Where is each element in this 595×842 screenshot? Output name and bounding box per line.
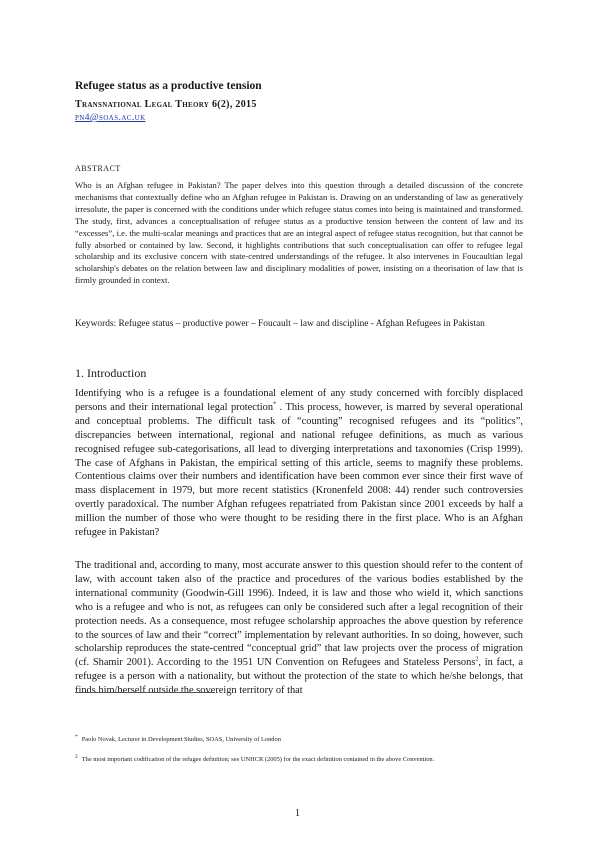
keywords bbox=[75, 318, 523, 330]
abstract-heading: ABSTRACT bbox=[75, 164, 121, 173]
footnote-2 bbox=[75, 753, 523, 764]
footnote-2-text: The most important codification of the refugee definition; see UNHCR (2005) for the exact definition contained in the above Convention. bbox=[81, 756, 435, 764]
author-email-link[interactable]: pn4@soas.ac.uk bbox=[75, 113, 146, 123]
paragraph-2-text-a: The traditional and, according to many, most accurate answer to this question should refer to the content of law, with account taken also of the practice and procedures of the various bodies established by the international community (Goodwin-Gill 1996). Indeed, it is law and those who wield it, which sanctions who is a refugee and who is not, as refugees can only be considered such after a legal recognition of their protection needs. As a consequence, most refugee scholarship approaches the above question by reference to the sources of law and their “correct” implementation by relevant authorities. In so doing, however, such scholarship reproduces the state-centred “conceptual grid” that law projects over the process of migration (cf. Shamir 2001). According to the 1951 UN Convention on Refugees and Stateless Persons bbox=[75, 560, 523, 669]
introduction-paragraph-1 bbox=[75, 387, 523, 540]
journal-citation: Transnational Legal Theory 6(2), 2015 bbox=[75, 99, 257, 110]
paragraph-1-text-a: Identifying who is a refugee is a foundational element of any study concerned with forcibly displaced persons and their international legal protection bbox=[75, 388, 523, 413]
footnote-1 bbox=[75, 733, 523, 744]
footnote-ref-2[interactable]: 2 bbox=[475, 656, 479, 663]
introduction-heading: 1. Introduction bbox=[75, 366, 147, 380]
keywords-label: Keywords bbox=[75, 319, 114, 329]
page-number: 1 bbox=[295, 808, 300, 819]
introduction-paragraph-2 bbox=[75, 559, 523, 698]
footnote-2-mark: 2 bbox=[75, 754, 78, 760]
footnote-1-mark: * bbox=[75, 734, 78, 740]
footnote-divider bbox=[75, 692, 215, 693]
paper-title: Refugee status as a productive tension bbox=[75, 80, 262, 92]
footnote-1-text: Paolo Novak, Lecturer in Development Studies, SOAS, University of London bbox=[81, 736, 281, 744]
footnote-ref-1[interactable]: * bbox=[273, 401, 277, 408]
paragraph-1-text-b: . This process, however, is marred by several operational and conceptual problems. The difficult task of “counting” recognised refugees and its “politics”, discrepancies between international, regional and national refugee definitions, as much as various recognised refugee sub-categorisations, all lead to diverging interpretations and taxonomies (Crisp 1999). The case of Afghans in Pakistan, the empirical setting of this article, seems to magnify these problems. Contentious claims over their numbers and identification have been common ever since their first wave of mass displacement in 1979, but more recent statistics (Kronenfeld 2008: 44) render such controversies overtly paradoxical. The number Afghan refugees repatriated from Pakistan since 2001 exceeds by half a million the number of those who were thought to be residing there in the first place. Who is an Afghan refugee in Pakistan? bbox=[75, 401, 523, 539]
paragraph-2-text-b: , in fact, a refugee is a person with a nationality, but without the protection of the state to which he/she belongs, that finds him/herself outside the sovereign territory of that bbox=[75, 657, 523, 697]
abstract-text: Who is an Afghan refugee in Pakistan? The paper delves into this question through a detailed discussion of the concrete mechanisms that contextually define who an Afghan refugee in Pakistan is. Drawing on an understanding of law as generatively irresolute, the paper is concerned with the conditions under which refugee status comes into being is maintained and transformed. The study, first, advances a conceptualisation of refugee status as a productive tension between the content of law and its “excesses”, i.e. the multi-scalar meanings and practices that are an integral aspect of refugee status recognition, but that cannot be fully absorbed or contained by law. Second, it highlights contributions that such conceptualisation can offer to refugee legal scholarship and its exclusive concern with state-centred understandings of the refugee. It also intervenes in Foucaultian legal scholarship's debates on the relation between law and disciplinary modalities of power, insisting on a theorisation of law that is firmly grounded in context. bbox=[75, 180, 523, 286]
keywords-text: : Refugee status – productive power – Foucault – law and discipline - Afghan Refugees in Pakistan bbox=[113, 319, 485, 329]
